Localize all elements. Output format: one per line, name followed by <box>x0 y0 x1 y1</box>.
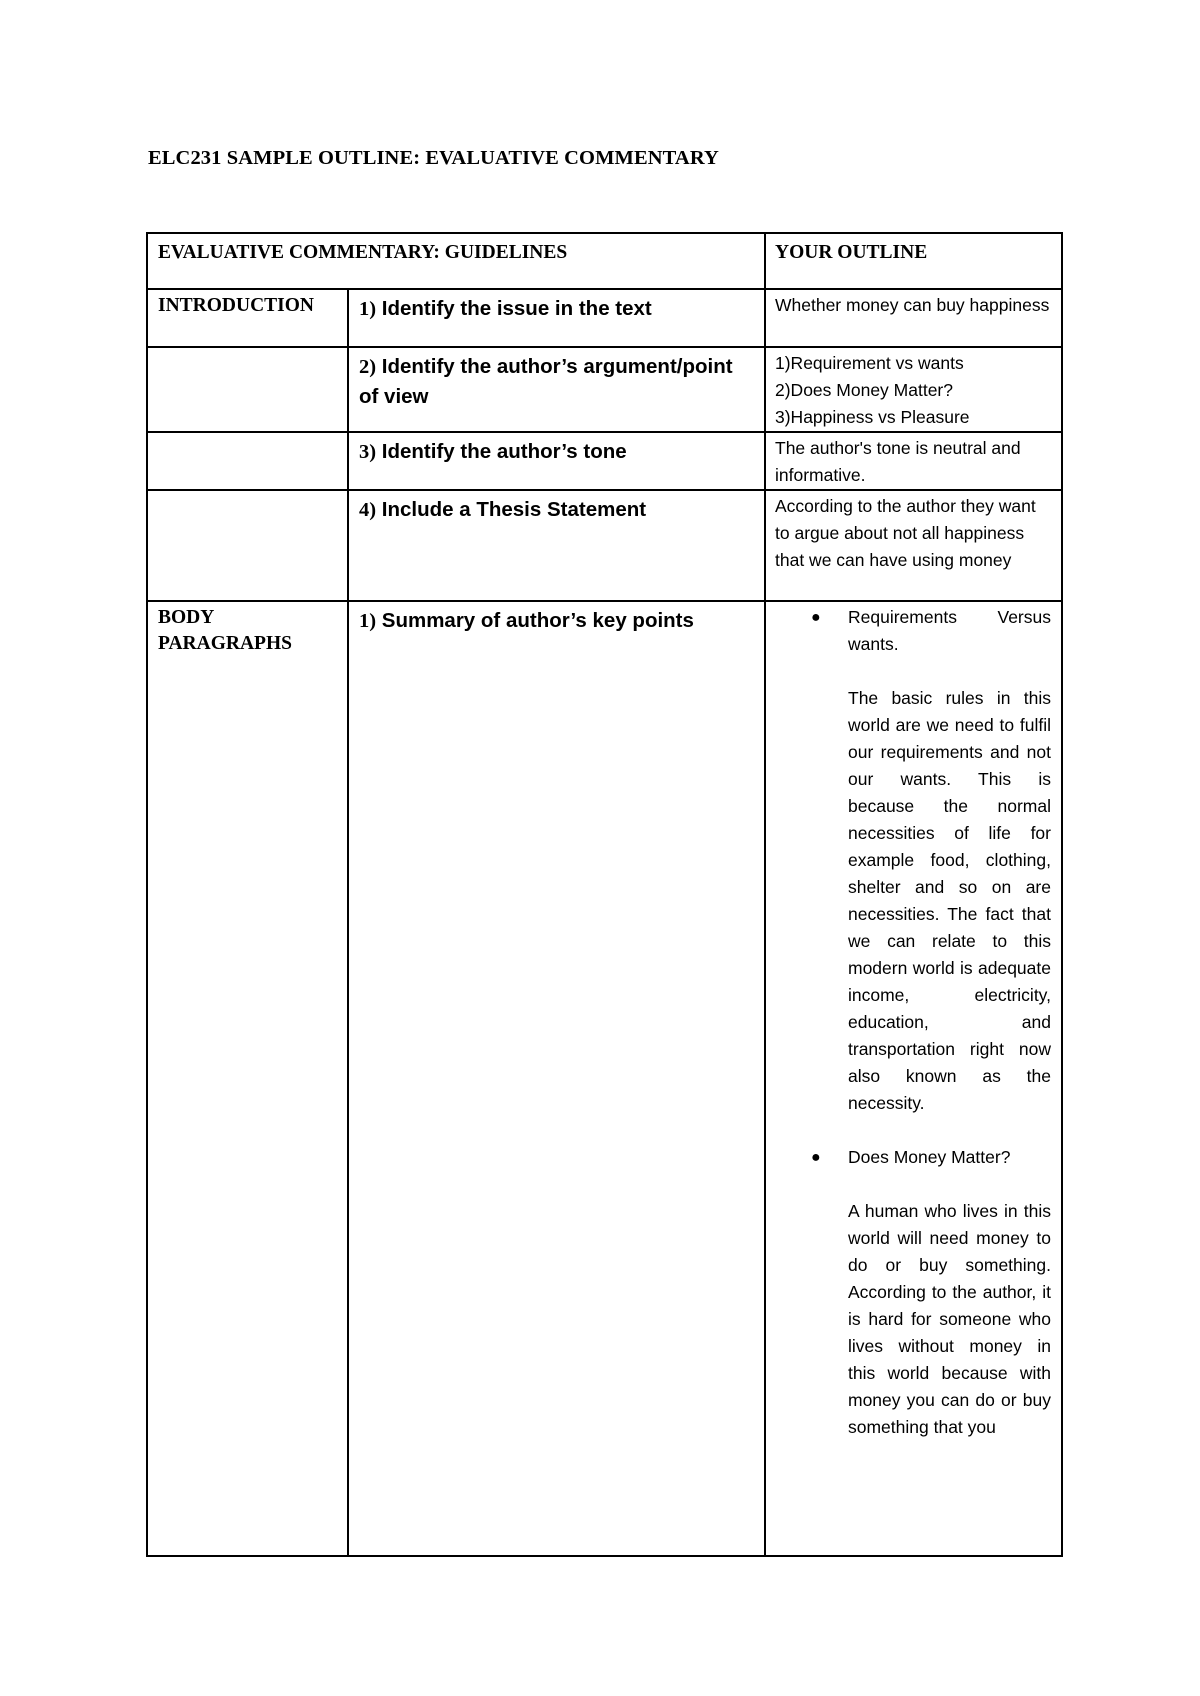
answer-line: 1)Requirement vs wants <box>775 353 964 373</box>
empty-label-cell <box>147 490 348 601</box>
answer-cell <box>765 432 1062 490</box>
guideline-text: Identify the author’s argument/point of view <box>359 355 733 408</box>
table-header-row <box>147 233 1062 289</box>
guideline-cell <box>348 347 765 432</box>
table-row <box>147 601 1062 1556</box>
guideline-cell <box>348 289 765 347</box>
table-row <box>147 432 1062 490</box>
header-guidelines: EVALUATIVE COMMENTARY: GUIDELINES <box>147 233 765 289</box>
guideline-text: Summary of author’s key points <box>381 609 694 632</box>
answer-cell <box>765 289 1062 347</box>
guideline-text: Identify the author’s tone <box>381 440 627 463</box>
guideline-cell <box>348 432 765 490</box>
table-row <box>147 347 1062 432</box>
answer-cell <box>765 490 1062 601</box>
guideline-text: Identify the issue in the text <box>381 297 652 320</box>
guideline-cell <box>348 601 765 1556</box>
guideline-number: 4) <box>359 499 377 521</box>
guideline-number: 3) <box>359 441 377 463</box>
bullet-paragraph: The basic rules in this world are we need to fulfil our requirements and not our wants. This is because the normal necessities of life for example food, clothing, shelter and so on are necessities. The fact that we can relate to this modern world is adequate income, electricity, education, and transportation right now also known as the necessity. <box>848 688 1051 1113</box>
answer-line: 3)Happiness vs Pleasure <box>775 407 970 427</box>
table-row <box>147 490 1062 601</box>
guideline-text: Include a Thesis Statement <box>381 498 647 521</box>
section-label-body-paragraphs: BODY PARAGRAPHS <box>147 601 348 1556</box>
bullet-icon: ● <box>811 1149 821 1166</box>
guideline-cell <box>348 490 765 601</box>
list-item <box>775 604 1051 1117</box>
answer-cell <box>765 347 1062 432</box>
answer-text: According to the author they want to argue about not all happiness that we can have using money <box>775 496 1036 570</box>
answer-line: 2)Does Money Matter? <box>775 380 953 400</box>
guideline-number: 2) <box>359 356 377 378</box>
guideline-number: 1) <box>359 298 377 320</box>
bullet-paragraph: A human who lives in this world will need money to do or buy something. According to the author, it is hard for someone who lives without money in this world because with money you can do or buy something that you <box>848 1201 1051 1437</box>
answer-text: Whether money can buy happiness <box>775 295 1050 315</box>
answer-text: The author's tone is neutral and informative. <box>775 438 1021 485</box>
bullet-icon: ● <box>811 609 821 626</box>
answer-cell <box>765 601 1062 1556</box>
empty-label-cell <box>147 432 348 490</box>
header-your-outline: YOUR OUTLINE <box>765 233 1062 289</box>
outline-table <box>146 232 1063 1557</box>
bullet-heading: Requirements Versus wants. <box>848 607 1051 654</box>
guideline-number: 1) <box>359 610 377 632</box>
section-label-introduction: INTRODUCTION <box>147 289 348 347</box>
bullet-heading: Does Money Matter? <box>848 1147 1011 1167</box>
document-title: ELC231 SAMPLE OUTLINE: EVALUATIVE COMMENTARY <box>148 147 719 169</box>
table-row <box>147 289 1062 347</box>
empty-label-cell <box>147 347 348 432</box>
list-item <box>775 1144 1051 1441</box>
